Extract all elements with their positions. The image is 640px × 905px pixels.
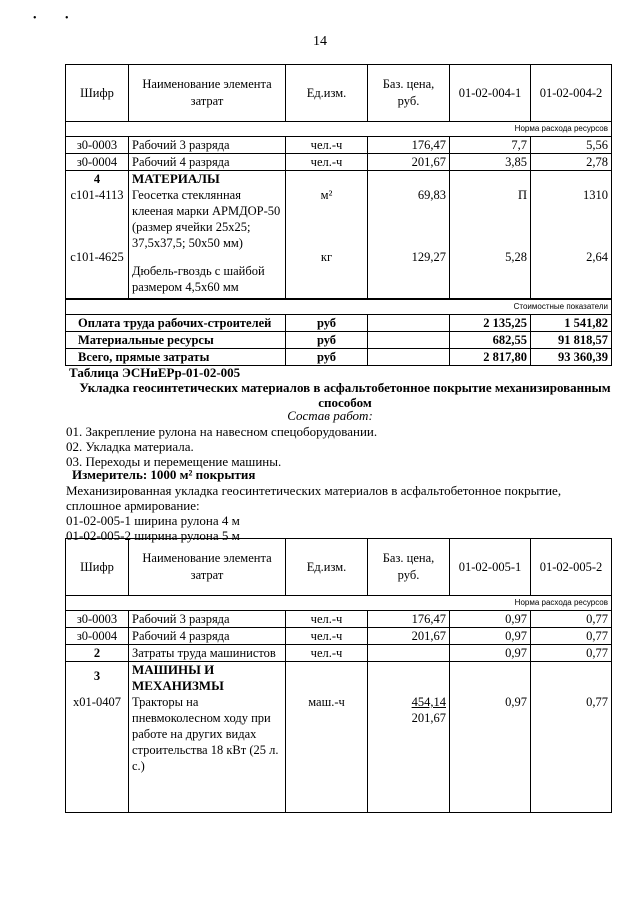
resource-table-1 bbox=[65, 64, 612, 366]
header-col2: 01-02-004-2 bbox=[531, 65, 612, 122]
group-name: МАТЕРИАЛЫ bbox=[132, 171, 220, 186]
header-code: Шифр bbox=[66, 65, 129, 122]
header-unit: Ед.изм. bbox=[286, 539, 368, 596]
table-id: Таблица ЭСНиЕРр-01-02-005 bbox=[69, 365, 241, 380]
table-row: 3 х01-0407 МАШИНЫ И МЕХАНИЗМЫ Тракторы на пневмоколесном ходу при работе на других видах строительства 18 кВт (25 л. с.) маш.-ч 454,14 201,67 0,97 0,77 bbox=[66, 662, 612, 813]
scan-mark: • bbox=[33, 13, 37, 24]
composition-label: Состав работ: bbox=[287, 408, 373, 423]
page-number: 14 bbox=[313, 34, 327, 49]
header-name: Наименование элемента затрат bbox=[129, 539, 286, 596]
header-col2: 01-02-005-2 bbox=[531, 539, 612, 596]
table-row: з0-0003 Рабочий 3 разряда чел.-ч 176,47 0,97 0,77 bbox=[66, 611, 612, 628]
scan-mark: • bbox=[65, 13, 69, 24]
header-code: Шифр bbox=[66, 539, 129, 596]
section-label: Стоимостные показатели bbox=[66, 299, 612, 315]
header-col1: 01-02-004-1 bbox=[450, 65, 531, 122]
group-code: 3 bbox=[93, 669, 101, 683]
section-label: Норма расхода ресурсов bbox=[66, 122, 612, 137]
description: Механизированная укладка геосинтетических материалов в асфальтобетонное покрытие, сплошное армирование: 01-02-005-1 ширина рулона 4 м 01-02-005-2 ширина рулона 5 м bbox=[66, 483, 562, 543]
header-price: Баз. цена, руб. bbox=[368, 65, 450, 122]
group-name: МАШИНЫ И МЕХАНИЗМЫ bbox=[132, 662, 224, 693]
total-row: Материальные ресурсы руб 682,55 91 818,57 bbox=[66, 332, 612, 349]
table-row: з0-0004 Рабочий 4 разряда чел.-ч 201,67 3,85 2,78 bbox=[66, 154, 612, 171]
header-price: Баз. цена, руб. bbox=[368, 539, 450, 596]
table-header-row bbox=[66, 539, 612, 596]
table-header-row bbox=[66, 65, 612, 122]
header-col1: 01-02-005-1 bbox=[450, 539, 531, 596]
meter: Измеритель: 1000 м² покрытия bbox=[72, 467, 256, 482]
table-row: 2 Затраты труда машинистов чел.-ч 0,97 0,77 bbox=[66, 645, 612, 662]
group-code: 4 bbox=[93, 172, 101, 186]
resource-table-2 bbox=[65, 538, 612, 813]
table-row: 4 с101-4113 с101-4625 МАТЕРИАЛЫ Геосетка стеклянная клееная марки АРМДОР-50 (размер ячейки 25х25; 37,5х37,5; 50х50 мм) Дюбель-гвоздь с шайбой размером 4,5х60 мм м² кг 69,83 129,27 П 5,28 1310 2,64 bbox=[66, 171, 612, 300]
work-steps: 01. Закрепление рулона на навесном спецоборудовании. 02. Укладка материала. 03. Переходы и перемещение машины. bbox=[66, 424, 378, 469]
header-unit: Ед.изм. bbox=[286, 65, 368, 122]
header-name: Наименование элемента затрат bbox=[129, 65, 286, 122]
total-row: Оплата труда рабочих-строителей руб 2 135,25 1 541,82 bbox=[66, 315, 612, 332]
table-row: з0-0003 Рабочий 3 разряда чел.-ч 176,47 7,7 5,56 bbox=[66, 137, 612, 154]
table-row: з0-0004 Рабочий 4 разряда чел.-ч 201,67 0,97 0,77 bbox=[66, 628, 612, 645]
section-title: Укладка геосинтетических материалов в асфальтобетонное покрытие механизированным способом bbox=[79, 380, 611, 410]
section-label: Норма расхода ресурсов bbox=[66, 596, 612, 611]
total-row: Всего, прямые затраты руб 2 817,80 93 360,39 bbox=[66, 349, 612, 366]
